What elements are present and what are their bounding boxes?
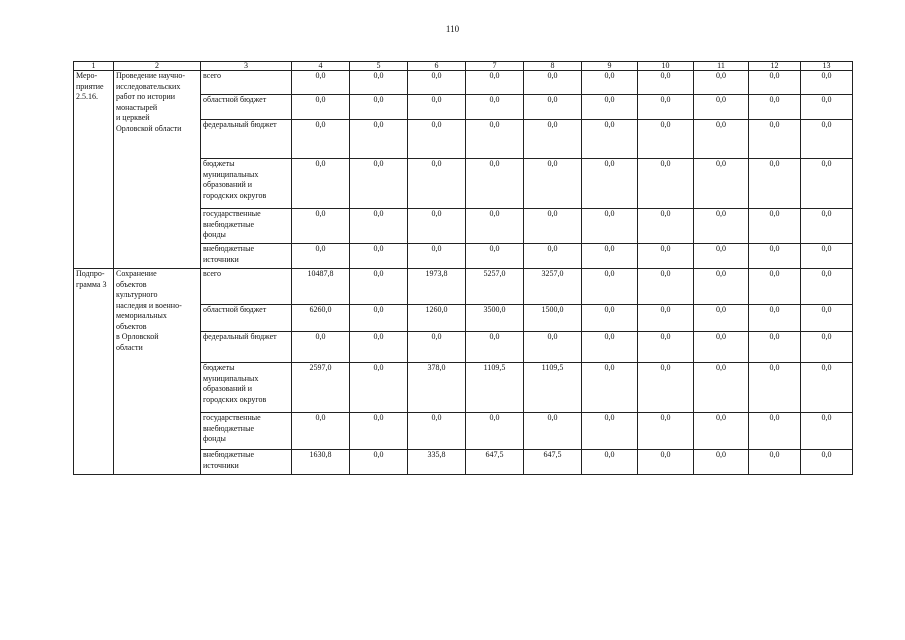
column-header-4: 4 <box>292 62 350 71</box>
column-header-6: 6 <box>408 62 466 71</box>
amount-cell: 0,0 <box>694 363 749 413</box>
amount-cell: 0,0 <box>801 363 853 413</box>
amount-cell: 0,0 <box>408 413 466 450</box>
amount-cell: 0,0 <box>350 269 408 305</box>
amount-cell: 0,0 <box>466 209 524 244</box>
table-row <box>74 71 853 95</box>
amount-cell: 3257,0 <box>524 269 582 305</box>
amount-cell: 0,0 <box>582 159 638 209</box>
amount-cell: 0,0 <box>801 120 853 159</box>
amount-cell: 0,0 <box>524 159 582 209</box>
amount-cell: 0,0 <box>524 120 582 159</box>
column-header-5: 5 <box>350 62 408 71</box>
amount-cell: 0,0 <box>350 209 408 244</box>
amount-cell: 0,0 <box>694 305 749 332</box>
amount-cell: 0,0 <box>638 413 694 450</box>
amount-cell: 0,0 <box>350 120 408 159</box>
budget-table <box>73 61 853 475</box>
amount-cell: 0,0 <box>292 244 350 269</box>
amount-cell: 1109,5 <box>524 363 582 413</box>
amount-cell: 0,0 <box>749 332 801 363</box>
program-code-cell: Подпро- грамма 3 <box>74 269 114 475</box>
amount-cell: 0,0 <box>638 120 694 159</box>
column-header-2: 2 <box>114 62 201 71</box>
column-header-1: 1 <box>74 62 114 71</box>
amount-cell: 0,0 <box>694 413 749 450</box>
funding-source-cell: областной бюджет <box>201 95 292 120</box>
funding-source-cell: федеральный бюджет <box>201 332 292 363</box>
funding-source-cell: государственные внебюджетные фонды <box>201 413 292 450</box>
amount-cell: 0,0 <box>749 159 801 209</box>
amount-cell: 0,0 <box>350 305 408 332</box>
amount-cell: 0,0 <box>466 71 524 95</box>
column-header-8: 8 <box>524 62 582 71</box>
column-header-11: 11 <box>694 62 749 71</box>
amount-cell: 1109,5 <box>466 363 524 413</box>
table-row <box>74 269 853 305</box>
amount-cell: 0,0 <box>801 71 853 95</box>
amount-cell: 1630,8 <box>292 450 350 475</box>
amount-cell: 335,8 <box>408 450 466 475</box>
amount-cell: 6260,0 <box>292 305 350 332</box>
amount-cell: 1973,8 <box>408 269 466 305</box>
amount-cell: 0,0 <box>350 71 408 95</box>
amount-cell: 0,0 <box>749 244 801 269</box>
amount-cell: 0,0 <box>749 71 801 95</box>
amount-cell: 0,0 <box>466 413 524 450</box>
amount-cell: 0,0 <box>638 95 694 120</box>
amount-cell: 0,0 <box>801 413 853 450</box>
funding-source-cell: бюджеты муниципальных образований и городских округов <box>201 363 292 413</box>
funding-source-cell: внебюджетные источники <box>201 450 292 475</box>
amount-cell: 0,0 <box>638 209 694 244</box>
page-number: 110 <box>445 24 460 34</box>
amount-cell: 0,0 <box>408 95 466 120</box>
amount-cell: 0,0 <box>749 269 801 305</box>
amount-cell: 0,0 <box>694 159 749 209</box>
funding-source-cell: федеральный бюджет <box>201 120 292 159</box>
amount-cell: 0,0 <box>694 209 749 244</box>
funding-source-cell: всего <box>201 71 292 95</box>
amount-cell: 0,0 <box>292 413 350 450</box>
funding-source-cell: внебюджетные источники <box>201 244 292 269</box>
amount-cell: 0,0 <box>466 95 524 120</box>
amount-cell: 0,0 <box>694 332 749 363</box>
amount-cell: 0,0 <box>292 71 350 95</box>
column-header-10: 10 <box>638 62 694 71</box>
amount-cell: 647,5 <box>524 450 582 475</box>
amount-cell: 0,0 <box>582 269 638 305</box>
amount-cell: 0,0 <box>582 120 638 159</box>
amount-cell: 0,0 <box>694 244 749 269</box>
amount-cell: 0,0 <box>408 120 466 159</box>
amount-cell: 0,0 <box>582 450 638 475</box>
amount-cell: 0,0 <box>582 71 638 95</box>
amount-cell: 378,0 <box>408 363 466 413</box>
amount-cell: 0,0 <box>292 120 350 159</box>
amount-cell: 0,0 <box>801 95 853 120</box>
amount-cell: 0,0 <box>801 209 853 244</box>
program-name-cell: Проведение научно- исследовательских работ по истории монастырей и церквей Орловской области <box>114 71 201 269</box>
amount-cell: 0,0 <box>524 413 582 450</box>
amount-cell: 0,0 <box>350 413 408 450</box>
amount-cell: 0,0 <box>524 95 582 120</box>
funding-source-cell: государственные внебюджетные фонды <box>201 209 292 244</box>
amount-cell: 0,0 <box>582 244 638 269</box>
amount-cell: 1260,0 <box>408 305 466 332</box>
amount-cell: 0,0 <box>350 332 408 363</box>
amount-cell: 0,0 <box>638 71 694 95</box>
amount-cell: 0,0 <box>524 71 582 95</box>
amount-cell: 2597,0 <box>292 363 350 413</box>
amount-cell: 0,0 <box>638 332 694 363</box>
amount-cell: 0,0 <box>408 244 466 269</box>
amount-cell: 10487,8 <box>292 269 350 305</box>
amount-cell: 0,0 <box>801 269 853 305</box>
amount-cell: 0,0 <box>524 332 582 363</box>
amount-cell: 0,0 <box>749 209 801 244</box>
column-header-12: 12 <box>749 62 801 71</box>
header-row <box>74 62 853 71</box>
amount-cell: 0,0 <box>749 450 801 475</box>
funding-source-cell: бюджеты муниципальных образований и городских округов <box>201 159 292 209</box>
amount-cell: 0,0 <box>749 413 801 450</box>
amount-cell: 0,0 <box>638 159 694 209</box>
amount-cell: 3500,0 <box>466 305 524 332</box>
amount-cell: 0,0 <box>408 332 466 363</box>
amount-cell: 0,0 <box>350 159 408 209</box>
amount-cell: 0,0 <box>749 120 801 159</box>
amount-cell: 0,0 <box>801 244 853 269</box>
amount-cell: 0,0 <box>292 159 350 209</box>
amount-cell: 0,0 <box>292 209 350 244</box>
amount-cell: 0,0 <box>350 95 408 120</box>
amount-cell: 0,0 <box>638 363 694 413</box>
amount-cell: 0,0 <box>694 120 749 159</box>
amount-cell: 0,0 <box>350 450 408 475</box>
amount-cell: 0,0 <box>408 209 466 244</box>
funding-source-cell: областной бюджет <box>201 305 292 332</box>
amount-cell: 0,0 <box>749 95 801 120</box>
amount-cell: 0,0 <box>524 209 582 244</box>
amount-cell: 0,0 <box>638 305 694 332</box>
amount-cell: 0,0 <box>694 71 749 95</box>
amount-cell: 0,0 <box>582 363 638 413</box>
amount-cell: 0,0 <box>749 305 801 332</box>
amount-cell: 0,0 <box>801 305 853 332</box>
program-code-cell: Меро- приятие 2.5.16. <box>74 71 114 269</box>
column-header-9: 9 <box>582 62 638 71</box>
amount-cell: 0,0 <box>801 159 853 209</box>
amount-cell: 0,0 <box>694 450 749 475</box>
amount-cell: 0,0 <box>466 120 524 159</box>
amount-cell: 0,0 <box>466 244 524 269</box>
amount-cell: 1500,0 <box>524 305 582 332</box>
amount-cell: 0,0 <box>292 95 350 120</box>
program-name-cell: Сохранение объектов культурного наследия и военно- мемориальных объектов в Орловской области <box>114 269 201 475</box>
amount-cell: 0,0 <box>524 244 582 269</box>
amount-cell: 0,0 <box>582 413 638 450</box>
amount-cell: 0,0 <box>801 332 853 363</box>
amount-cell: 0,0 <box>582 305 638 332</box>
amount-cell: 0,0 <box>408 71 466 95</box>
table-body <box>74 71 853 475</box>
column-header-3: 3 <box>201 62 292 71</box>
amount-cell: 647,5 <box>466 450 524 475</box>
table-header <box>74 62 853 71</box>
column-header-7: 7 <box>466 62 524 71</box>
amount-cell: 0,0 <box>694 269 749 305</box>
amount-cell: 0,0 <box>466 159 524 209</box>
amount-cell: 5257,0 <box>466 269 524 305</box>
amount-cell: 0,0 <box>292 332 350 363</box>
amount-cell: 0,0 <box>350 363 408 413</box>
amount-cell: 0,0 <box>582 209 638 244</box>
funding-source-cell: всего <box>201 269 292 305</box>
amount-cell: 0,0 <box>801 450 853 475</box>
amount-cell: 0,0 <box>582 95 638 120</box>
amount-cell: 0,0 <box>466 332 524 363</box>
amount-cell: 0,0 <box>638 269 694 305</box>
column-header-13: 13 <box>801 62 853 71</box>
amount-cell: 0,0 <box>408 159 466 209</box>
amount-cell: 0,0 <box>582 332 638 363</box>
amount-cell: 0,0 <box>694 95 749 120</box>
amount-cell: 0,0 <box>638 244 694 269</box>
amount-cell: 0,0 <box>749 363 801 413</box>
amount-cell: 0,0 <box>350 244 408 269</box>
amount-cell: 0,0 <box>638 450 694 475</box>
